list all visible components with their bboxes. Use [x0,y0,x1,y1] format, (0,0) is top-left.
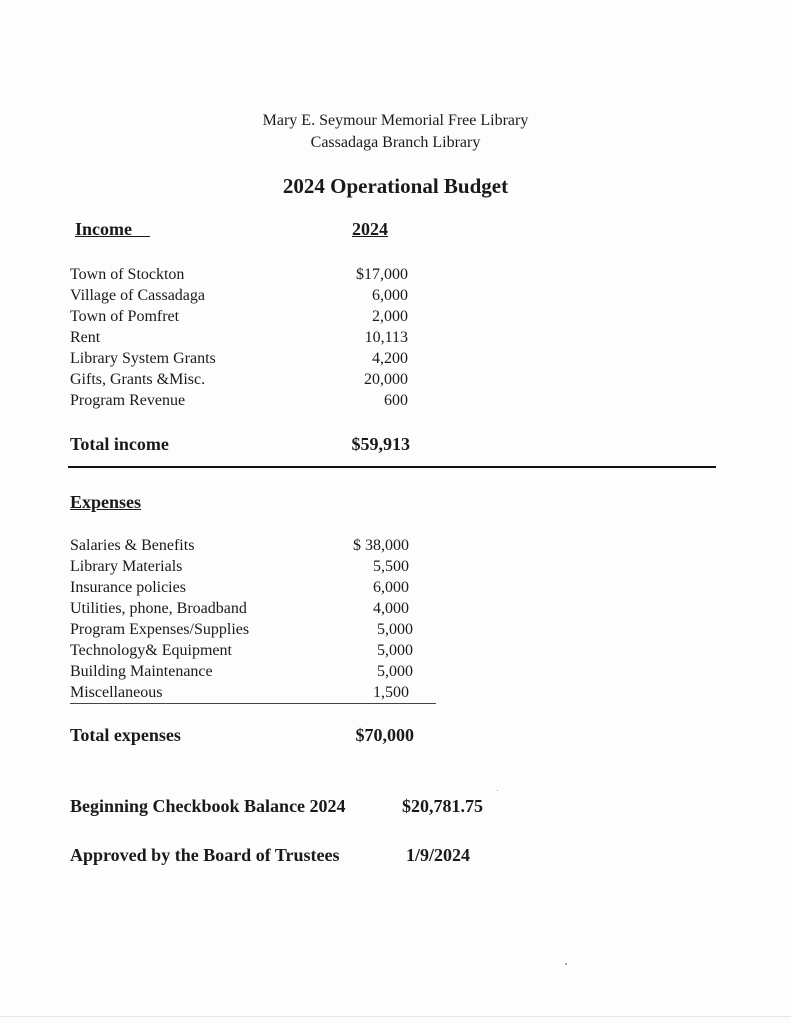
income-item-value: 10,113 [364,329,408,346]
expense-item-label: Salaries & Benefits [70,537,195,554]
balance-label: Beginning Checkbook Balance 2024 [70,796,346,816]
subtotal-rule [70,703,436,704]
income-item-value: 2,000 [372,308,408,325]
expense-item-label: Building Maintenance [70,663,213,680]
expense-item-value: 5,000 [377,642,413,659]
income-item-label: Program Revenue [70,392,186,409]
approved-date: 1/9/2024 [406,845,471,865]
scan-speck [497,790,498,791]
expense-item-value: $ 38,000 [353,537,409,554]
expense-item-value: 4,000 [373,600,409,617]
income-item-label: Rent [70,329,101,346]
expenses-heading: Expenses [70,492,142,512]
balance-value: $20,781.75 [402,796,483,816]
income-heading: Income [75,219,132,239]
income-item-value: $17,000 [356,266,408,283]
total-expenses-value: $70,000 [355,725,414,745]
expense-item-label: Miscellaneous [70,684,163,701]
expense-item-label: Technology& Equipment [70,642,232,659]
income-item-value: 20,000 [364,371,408,388]
total-income-label: Total income [70,434,169,454]
expense-item-value: 5,000 [377,621,413,638]
section-divider [68,466,716,468]
expense-item-label: Utilities, phone, Broadband [70,600,247,617]
scan-edge [0,1016,791,1017]
income-item-value: 4,200 [372,350,408,367]
year-heading: 2024 [352,219,388,239]
expense-item-label: Insurance policies [70,579,186,596]
scan-speck [565,963,567,965]
expense-item-value: 5,000 [377,663,413,680]
branch-name: Cassadaga Branch Library [310,134,481,151]
income-item-label: Library System Grants [70,350,216,367]
expense-item-label: Program Expenses/Supplies [70,621,250,638]
expense-item-value: 6,000 [373,579,409,596]
income-item-label: Gifts, Grants &Misc. [70,371,206,388]
expense-item-value: 1,500 [373,684,409,701]
income-item-value: 600 [384,392,408,409]
expense-item-value: 5,500 [373,558,409,575]
approved-label: Approved by the Board of Trustees [70,845,340,865]
library-name: Mary E. Seymour Memorial Free Library [262,112,529,129]
income-item-label: Town of Stockton [70,266,185,283]
total-expenses-label: Total expenses [70,725,181,745]
expense-item-label: Library Materials [70,558,183,575]
income-item-label: Village of Cassadaga [70,287,205,304]
total-income-value: $59,913 [351,434,410,454]
income-item-value: 6,000 [372,287,408,304]
page-title: 2024 Operational Budget [282,174,509,198]
income-item-label: Town of Pomfret [70,308,180,325]
